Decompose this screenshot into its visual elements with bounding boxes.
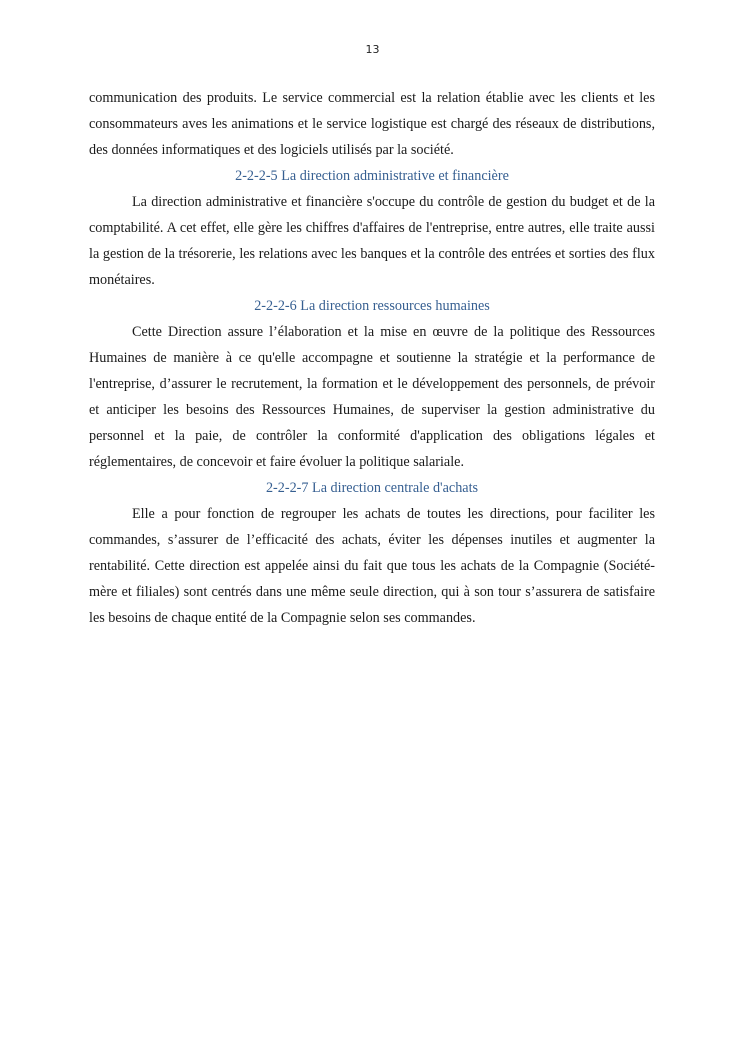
paragraph-2-2-2-7: Elle a pour fonction de regrouper les achats de toutes les directions, pour faciliter les commandes, s’assurer de l’efficacité des achats, éviter les dépenses inutiles et augmenter la rentabilité. Cette direction est appelée ainsi du fait que tous les achats de la Compagnie (Société-mère et filiales) sont centrés dans une même seule direction, qui à son tour s’assurera de satisfaire les besoins de chaque entité de la Compagnie selon ses commandes.: [89, 506, 655, 626]
page-number: 13: [365, 43, 380, 56]
heading-2-2-2-6: 2-2-2-6 La direction ressources humaines: [254, 298, 490, 314]
paragraph-2-2-2-5: La direction administrative et financière s'occupe du contrôle de gestion du budget et de la comptabilité. A cet effet, elle gère les chiffres d'affaires de l'entreprise, entre autres, elle traite aussi la gestion de la trésorerie, les relations avec les banques et la contrôle des entrées et sorties des flux monétaires.: [89, 194, 655, 288]
page-content: [89, 85, 655, 631]
intro-paragraph: communication des produits. Le service commercial est la relation établie avec les clients et les consommateurs aves les animations et le service logistique est chargé des réseaux de distributions, des données informatiques et des logiciels utilisés par la société.: [89, 90, 655, 158]
heading-2-2-2-5: 2-2-2-5 La direction administrative et financière: [235, 168, 509, 184]
paragraph-2-2-2-6: Cette Direction assure l’élaboration et la mise en œuvre de la politique des Ressources Humaines de manière à ce qu'elle accompagne et soutienne la stratégie et la performance de l'entreprise, d’assurer le recrutement, la formation et le développement des personnels, de prévoir et anticiper les besoins des Ressources Humaines, de superviser la gestion administrative du personnel et la paie, de contrôler la conformité d'application des obligations légales et réglementaires, de concevoir et faire évoluer la politique salariale.: [89, 324, 655, 470]
heading-2-2-2-7: 2-2-2-7 La direction centrale d'achats: [265, 480, 479, 496]
